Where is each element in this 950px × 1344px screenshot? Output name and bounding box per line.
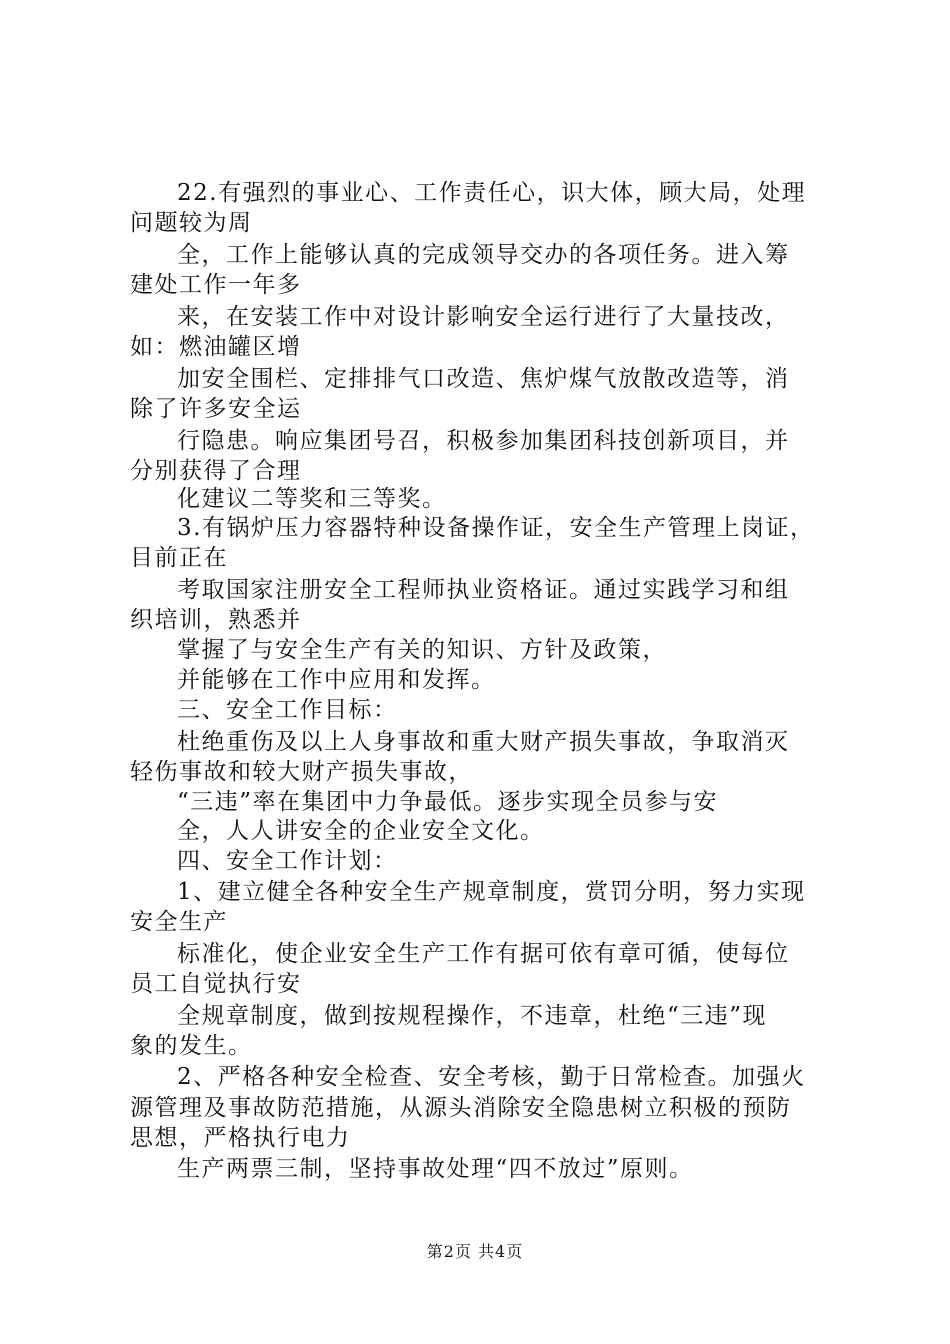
text-line: 源管理及事故防范措施，从源头消除安全隐患树立积极的预防 [130, 1095, 792, 1121]
text-line: 思想，严格执行电力 [130, 1125, 351, 1151]
text-line: “三违”率在集团中力争最低。逐步实现全员参与安 [177, 789, 719, 815]
text-line: 考取国家注册安全工程师执业资格证。通过实践学习和组 [177, 577, 790, 603]
text-line: 四、安全工作计划： [177, 848, 398, 874]
text-line: 加安全围栏、定排排气口改造、焦炉煤气放散改造等，消 [177, 366, 790, 392]
text-line: 2、严格各种安全检查、安全考核，勤于日常检查。加强火 [177, 1064, 806, 1090]
text-line: 全规章制度，做到按规程操作，不违章，杜绝“三违”现 [177, 1003, 768, 1029]
text-line: 分别获得了合理 [130, 458, 302, 484]
text-line: 生产两票三制，坚持事故处理“四不放过”原则。 [177, 1156, 694, 1182]
text-line: 织培训，熟悉并 [130, 607, 302, 633]
text-line: 并能够在工作中应用和发挥。 [177, 667, 496, 693]
text-line: 22.有强烈的事业心、工作责任心，识大体，顾大局，处理 [177, 180, 807, 206]
text-line: 除了许多安全运 [130, 396, 302, 422]
page-footer: 第2页 共4页 [426, 1242, 524, 1261]
text-line: 化建议二等奖和三等奖。 [177, 486, 447, 512]
text-line: 如：燃油罐区增 [130, 334, 302, 360]
text-line: 建处工作一年多 [130, 272, 302, 298]
text-line: 标准化，使企业安全生产工作有据可依有章可循，使每位 [177, 941, 790, 967]
text-line: 三、安全工作目标： [177, 697, 398, 723]
text-line: 目前正在 [130, 545, 228, 571]
text-line: 杜绝重伤及以上人身事故和重大财产损失事故，争取消灭 [177, 729, 790, 755]
text-line: 1、建立健全各种安全生产规章制度，赏罚分明，努力实现 [177, 879, 806, 905]
text-line: 行隐患。响应集团号召，积极参加集团科技创新项目，并 [177, 428, 790, 454]
text-line: 员工自觉执行安 [130, 971, 302, 997]
text-line: 3.有锅炉压力容器特种设备操作证，安全生产管理上岗证， [177, 515, 815, 541]
text-line: 问题较为周 [130, 210, 253, 236]
text-line: 全，工作上能够认真的完成领导交办的各项任务。进入筹 [177, 242, 790, 268]
text-line: 轻伤事故和较大财产损失事故， [130, 759, 473, 785]
text-line: 掌握了与安全生产有关的知识、方针及政策， [177, 637, 667, 663]
text-line: 来，在安装工作中对设计影响安全运行进行了大量技改， [177, 304, 790, 330]
text-line: 安全生产 [130, 909, 228, 935]
text-line: 象的发生。 [130, 1033, 253, 1059]
text-line: 全，人人讲安全的企业安全文化。 [177, 818, 545, 844]
